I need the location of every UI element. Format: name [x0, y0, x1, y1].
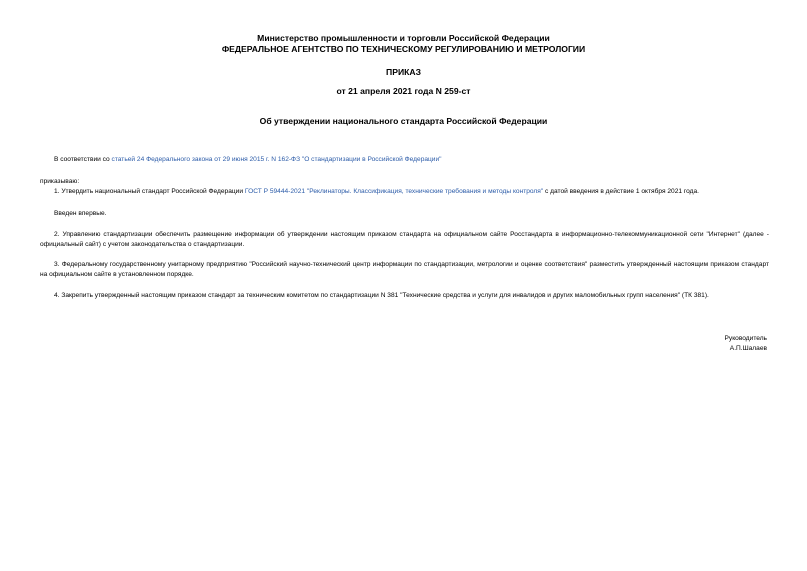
federal-law-link[interactable]: статьей 24 Федерального закона от 29 июня 2015 г. N 162-ФЗ "О стандартизации в Российской Федерации"	[111, 156, 442, 163]
gost-standard-link[interactable]: ГОСТ Р 59444-2021 "Реклинаторы. Классификация, технические требования и методы контроля"	[244, 188, 544, 195]
item-4-text: 4. Закрепить утвержденный настоящим приказом стандарт за техническим комитетом по стандартизации N 381 "Технические средства и услуги для инвалидов и других маломобильных групп населения" (ТК 381).	[54, 292, 709, 299]
order-word: приказываю:	[40, 178, 80, 185]
item-3-text: 3. Федеральному государственному унитарному предприятию "Российский научно-технический центр информации по стандартизации, метрологии и оценке соответствия" разместить утвержденный настоящим приказом стандарт на официальном сайте в установленном порядке.	[40, 261, 769, 278]
preamble-prefix: В соответствии со	[54, 156, 112, 163]
item-3	[40, 260, 769, 280]
item-2-text: 2. Управлению стандартизации обеспечить размещение информации об утверждении настоящим приказом стандарта на официальном сайте Росстандарта в информационно-телекоммуникационной сети "Интернет" (далее - официальный сайт) с учетом законодательства о стандартизации.	[40, 231, 769, 248]
signature-name: А.П.Шалаев	[729, 345, 767, 352]
ministry-title: Министерство промышленности и торговли Российской Федерации	[257, 33, 550, 43]
item-4	[40, 291, 769, 301]
item-1-prefix: 1. Утвердить национальный стандарт Российской Федерации	[54, 188, 245, 195]
agency-title: ФЕДЕРАЛЬНОЕ АГЕНТСТВО ПО ТЕХНИЧЕСКОМУ РЕГУЛИРОВАНИЮ И МЕТРОЛОГИИ	[221, 44, 586, 54]
first-time-note	[40, 209, 769, 219]
item-1	[40, 187, 769, 197]
document-subject: Об утверждении национального стандарта Российской Федерации	[259, 116, 548, 126]
item-2	[40, 230, 769, 250]
item-1-suffix: с датой введения в действие 1 октября 2021 года.	[543, 188, 699, 195]
preamble	[40, 155, 769, 165]
document-type: ПРИКАЗ	[386, 67, 421, 77]
signature-position: Руководитель	[724, 335, 767, 342]
first-time-text: Введен впервые.	[54, 210, 107, 217]
document-date-number: от 21 апреля 2021 года N 259-ст	[336, 86, 471, 96]
